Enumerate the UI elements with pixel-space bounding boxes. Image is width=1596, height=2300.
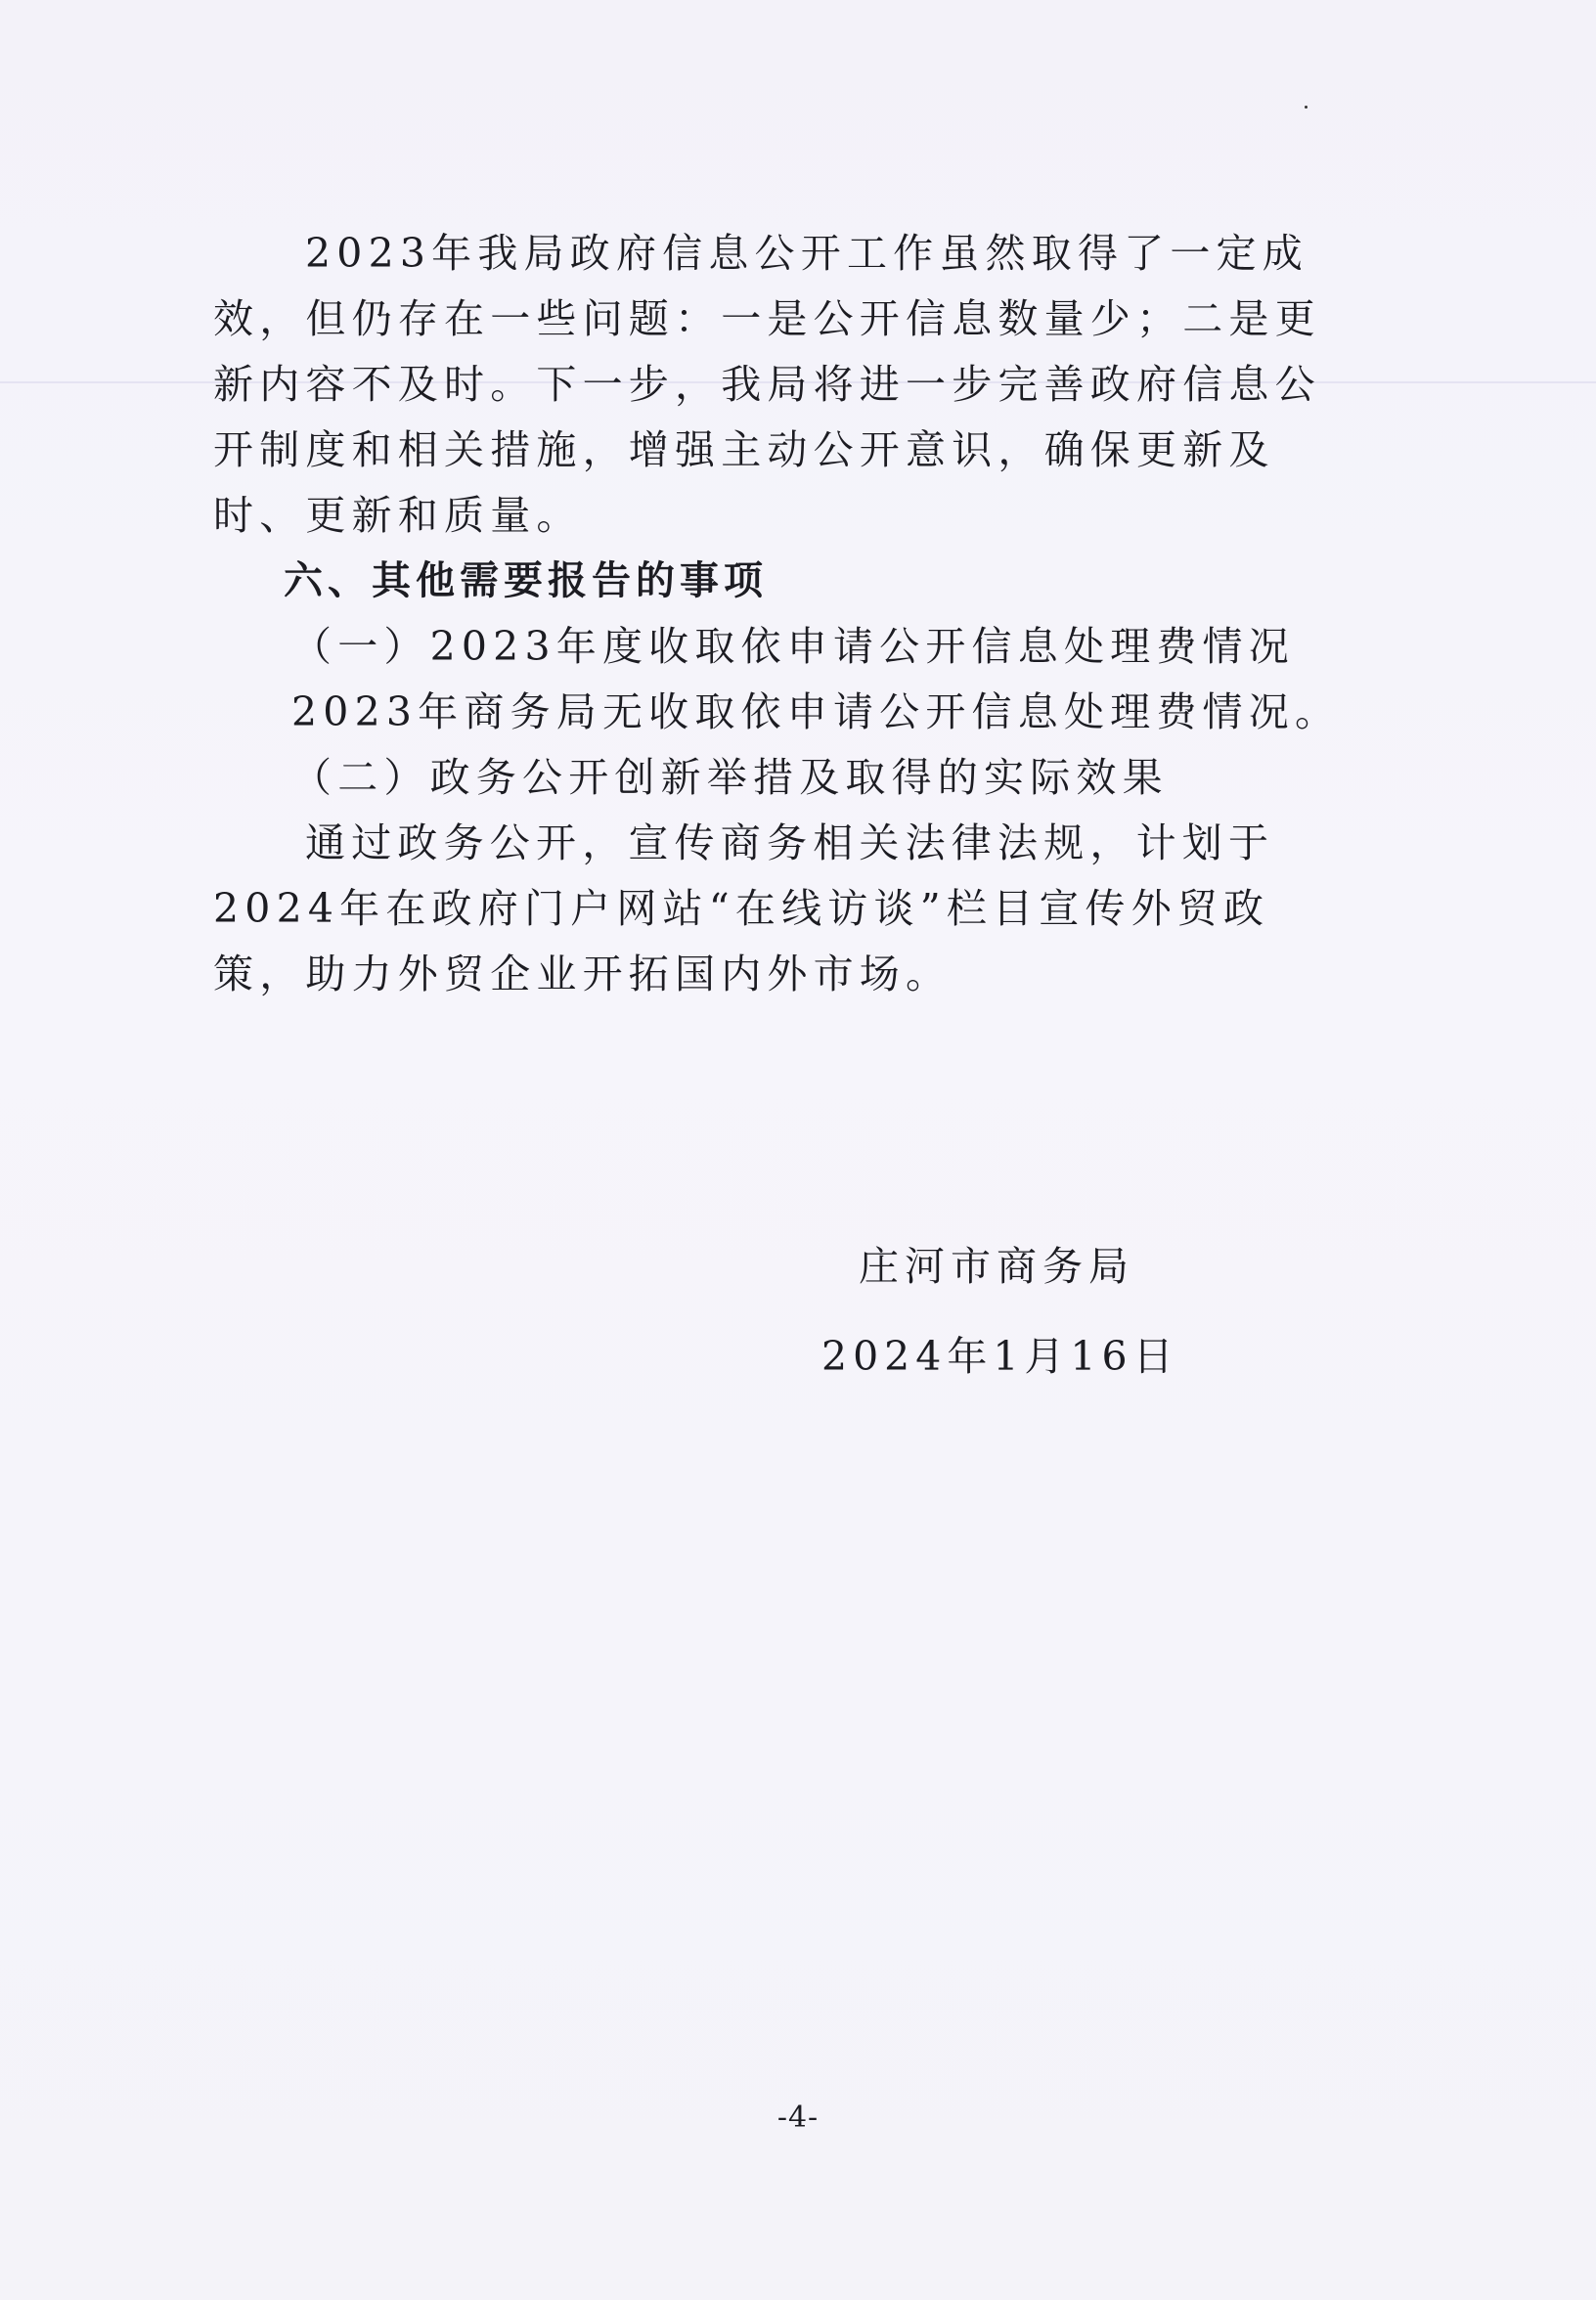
section-heading-other-matters: 六、其他需要报告的事项	[284, 558, 768, 603]
signature-organization: 庄河市商务局	[859, 1243, 1134, 1290]
subsection-fee-title: （一）2023年度收取依申请公开信息处理费情况	[291, 623, 1295, 670]
signature-date: 2024年1月16日	[821, 1333, 1179, 1380]
subsection-innovation-title: （二）政务公开创新举措及取得的实际效果	[291, 754, 1169, 801]
page-number: -4-	[776, 2101, 820, 2135]
subsection-innovation-text: 通过政务公开，宣传商务相关法律法规，计划于2024年在政府门户网站“在线访谈”栏目宣传外贸政策，助力外贸企业开拓国内外市场。	[213, 819, 1275, 997]
paragraph-problems: 2023年我局政府信息公开工作虽然取得了一定成效，但仍存在一些问题：一是公开信息数量少；二是更新内容不及时。下一步，我局将进一步完善政府信息公开制度和相关措施，增强主动公开意识，确保更新及时、更新和质量。	[213, 230, 1321, 539]
subsection-fee-text: 2023年商务局无收取依申请公开信息处理费情况。	[291, 688, 1342, 735]
scan-speck	[1305, 106, 1308, 109]
document-body	[213, 221, 1348, 1007]
